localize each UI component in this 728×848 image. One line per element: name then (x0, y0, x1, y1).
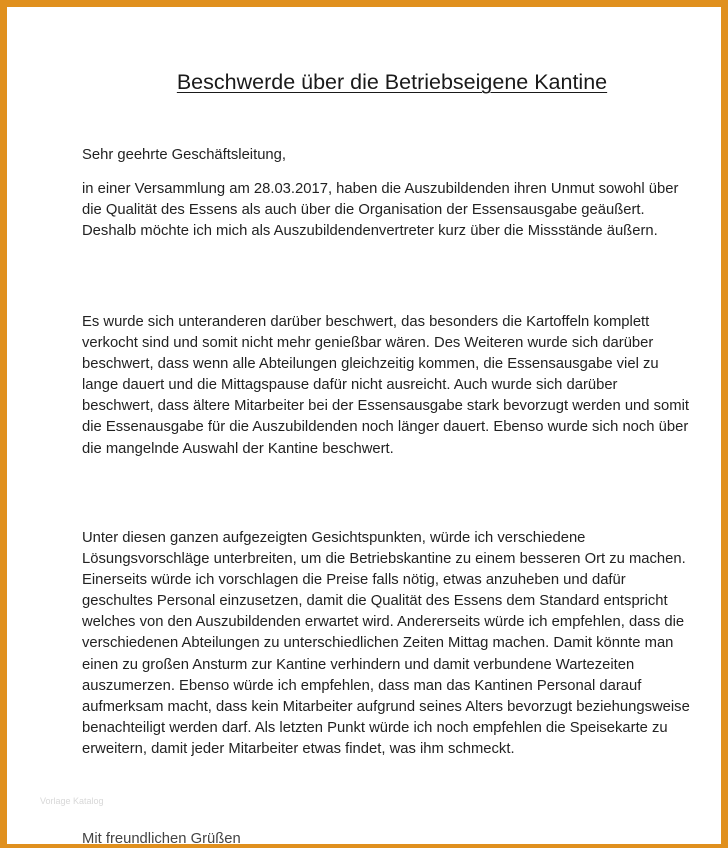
watermark: Vorlage Katalog (40, 796, 104, 806)
salutation: Sehr geehrte Geschäftsleitung, (82, 147, 286, 163)
paragraph-suggestions: Unter diesen ganzen aufgezeigten Gesichtspunkten, würde ich verschiedene Lösungsvorschläge unterbreiten, um die Betriebskantine zu einem besseren Ort zu machen. Einerseits würde ich vorschlagen die Preise falls nötig, etwas anzuheben und dafür geschultes Personal einzusetzen, damit die Qualität des Essens dem Standard entspricht welches von den Auszubildenden erwartet wird. Andererseits würde ich empfehlen, dass die verschiedenen Abteilungen zu unterschiedlichen Zeiten Mittag machen. Damit könnte man einen zu großen Ansturm zur Kantine verhindern und damit verbundene Wartezeiten auszumerzen. Ebenso würde ich empfehlen, dass man das Kantinen Personal darauf aufmerksam macht, dass kein Mitarbeiter aufgrund seines Alters bevorzugt beziehungsweise benachteiligt werden darf. Als letzten Punkt würde ich noch empfehlen die Speisekarte zu erweitern, damit jeder Mitarbeiter etwas findet, was ihm schmeckt. (82, 530, 690, 757)
closing-greeting: Mit freundlichen Grüßen (82, 831, 241, 847)
paragraph-intro: in einer Versammlung am 28.03.2017, haben die Auszubildenden ihren Unmut sowohl über die Qualität des Essens als auch über die Organisation der Essensausgabe geäußert. Deshalb möchte ich mich als Auszubildendenvertreter kurz über die Missstände äußern. (82, 181, 679, 240)
paragraph-complaints: Es wurde sich unteranderen darüber beschwert, das besonders die Kartoffeln komplett verkocht sind und somit nicht mehr genießbar wären. Des Weiteren wurde sich darüber beschwert, dass wenn alle Abteilungen gleichzeitig kommen, die Essensausgabe viel zu lange dauert und die Mittagspause dafür nicht ausreicht. Auch wurde sich darüber beschwert, dass ältere Mitarbeiter bei der Essensausgabe stark bevorzugt werden und somit die Essenausgabe für die Auszubildenden noch länger dauert. Ebenso wurde sich noch über die mangelnde Auswahl der Kantine beschwert. (82, 314, 689, 457)
document-title: Beschwerde über die Betriebseigene Kantine (176, 70, 608, 94)
